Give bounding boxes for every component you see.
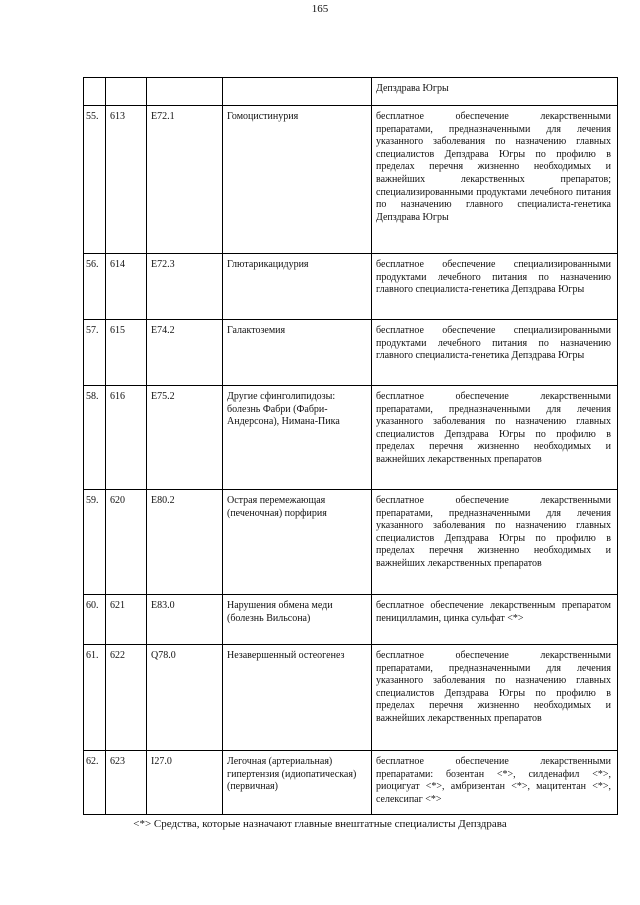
- row-code: 621: [106, 595, 147, 645]
- row-icd-code: E72.1: [147, 106, 223, 254]
- row-provision: бесплатное обеспечение лекарственными препаратами, предназначенными для лечения указанного заболевания по назначению главных специалистов Депздрава Югры по профилю в пределах перечня жизненно необходимых и важнейших лекарственных препаратов: [372, 490, 618, 595]
- row-disease-name: Острая перемежающая (печеночная) порфирия: [223, 490, 372, 595]
- row-code: 615: [106, 320, 147, 386]
- row-disease-name: [223, 78, 372, 106]
- row-number: 58.: [84, 386, 106, 490]
- row-provision: бесплатное обеспечение лекарственными препаратами, предназначенными для лечения указанного заболевания по назначению главных специалистов Депздрава Югры по профилю в пределах перечня жизненно необходимых и важнейших лекарственных препаратов; специализированными продуктами лечебного питания по назначению главного специалиста-генетика Депздрава Югры: [372, 106, 618, 254]
- row-icd-code: I27.0: [147, 751, 223, 815]
- table-row: [84, 320, 618, 386]
- row-provision: Депздрава Югры: [372, 78, 618, 106]
- row-number: 60.: [84, 595, 106, 645]
- row-provision: бесплатное обеспечение лекарственными препаратами: бозентан <*>, силденафил <*>, риоцигуат <*>, амбризентан <*>, мацитентан <*>, селексипаг <*>: [372, 751, 618, 815]
- row-code: 613: [106, 106, 147, 254]
- table-row: [84, 490, 618, 595]
- row-provision: бесплатное обеспечение лекарственным препаратом пеницилламин, цинка сульфат <*>: [372, 595, 618, 645]
- table-row: [84, 751, 618, 815]
- page-number: 165: [311, 3, 329, 15]
- row-disease-name: Глютарикацидурия: [223, 254, 372, 320]
- row-disease-name: Галактоземия: [223, 320, 372, 386]
- row-number: 56.: [84, 254, 106, 320]
- table-row: [84, 254, 618, 320]
- row-disease-name: Нарушения обмена меди (болезнь Вильсона): [223, 595, 372, 645]
- row-disease-name: Другие сфинголипидозы: болезнь Фабри (Фабри-Андерсона), Нимана-Пика: [223, 386, 372, 490]
- disease-provision-table: [83, 77, 618, 815]
- row-icd-code: E83.0: [147, 595, 223, 645]
- row-code: 622: [106, 645, 147, 751]
- row-disease-name: Гомоцистинурия: [223, 106, 372, 254]
- row-code: 620: [106, 490, 147, 595]
- row-provision: бесплатное обеспечение лекарственными препаратами, предназначенными для лечения указанного заболевания по назначению главных специалистов Депздрава Югры по профилю в пределах перечня жизненно необходимых и важнейших лекарственных препаратов: [372, 645, 618, 751]
- row-disease-name: Легочная (артериальная) гипертензия (идиопатическая) (первичная): [223, 751, 372, 815]
- row-disease-name: Незавершенный остеогенез: [223, 645, 372, 751]
- row-number: 61.: [84, 645, 106, 751]
- row-icd-code: Q78.0: [147, 645, 223, 751]
- row-number: 59.: [84, 490, 106, 595]
- table-row: [84, 106, 618, 254]
- row-number: 55.: [84, 106, 106, 254]
- row-code: 614: [106, 254, 147, 320]
- row-icd-code: E80.2: [147, 490, 223, 595]
- row-icd-code: E75.2: [147, 386, 223, 490]
- row-provision: бесплатное обеспечение лекарственными препаратами, предназначенными для лечения указанного заболевания по назначению главных специалистов Депздрава Югры по профилю в пределах перечня жизненно необходимых и важнейших лекарственных препаратов: [372, 386, 618, 490]
- row-provision: бесплатное обеспечение специализированными продуктами лечебного питания по назначению главного специалиста-генетика Депздрава Югры: [372, 320, 618, 386]
- table-row: [84, 78, 618, 106]
- row-code: 623: [106, 751, 147, 815]
- row-number: [84, 78, 106, 106]
- row-icd-code: E74.2: [147, 320, 223, 386]
- row-provision: бесплатное обеспечение специализированными продуктами лечебного питания по назначению главного специалиста-генетика Депздрава Югры: [372, 254, 618, 320]
- row-code: [106, 78, 147, 106]
- table-row: [84, 386, 618, 490]
- row-icd-code: [147, 78, 223, 106]
- row-icd-code: E72.3: [147, 254, 223, 320]
- row-code: 616: [106, 386, 147, 490]
- row-number: 62.: [84, 751, 106, 815]
- table-row: [84, 645, 618, 751]
- table-row: [84, 595, 618, 645]
- footnote: <*> Средства, которые назначают главные внештатные специалисты Депздрава: [133, 818, 507, 830]
- row-number: 57.: [84, 320, 106, 386]
